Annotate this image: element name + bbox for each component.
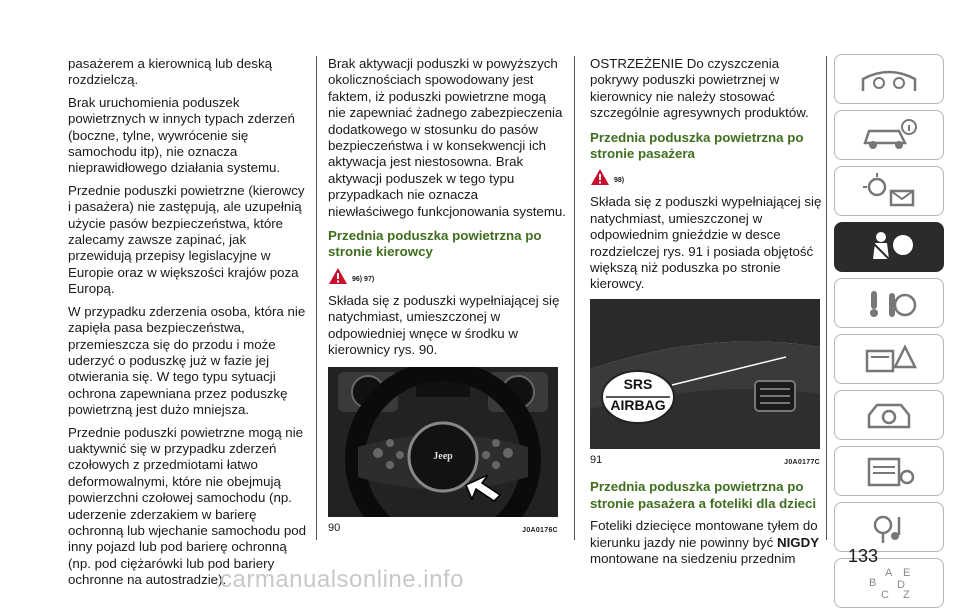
paragraph <box>590 518 828 567</box>
tab-warning-lights[interactable] <box>834 166 944 216</box>
airbag-label: AIRBAG <box>610 396 666 413</box>
warning-triangle-icon <box>328 267 348 285</box>
figure-code: J0A0176C <box>522 526 558 534</box>
car-info-icon <box>859 117 919 153</box>
paragraph: Przednie poduszki powietrzne (kierowcy i pasażera) nie zastępują, ale uzupełnią użycie pasów bezpieczeństwa, które zalecamy zawsze zapinać, jak przewidują przepisy legislacyjne w Europie oraz w większości krajów poza Europą. <box>68 182 305 297</box>
page-number: 133 <box>848 546 879 566</box>
safety-airbag-icon <box>859 229 919 265</box>
figure-code: J0A0177C <box>784 458 820 466</box>
index-letter: A <box>885 567 893 579</box>
text: Foteliki dziecięce montowane tyłem do kierunku jazdy nie powinny być <box>590 518 818 550</box>
figure-number: 91 <box>590 453 603 466</box>
figure-caption <box>590 452 820 471</box>
figure-steering-wheel <box>328 367 558 517</box>
car-dashboard-icon <box>859 61 919 97</box>
section-heading-passenger-airbag: Przednia poduszka powietrzna po stronie pasażera <box>590 129 804 162</box>
tab-multimedia[interactable] <box>834 502 944 552</box>
column-divider <box>574 56 575 540</box>
steering-wheel-logo: Jeep <box>433 450 453 462</box>
multimedia-icon <box>859 509 919 545</box>
index-letter: E <box>903 567 911 579</box>
warning-reference <box>328 267 566 287</box>
srs-label: SRS <box>623 375 653 392</box>
figure-number: 90 <box>328 521 341 534</box>
paragraph: W przypadku zderzenia osoba, która nie zapięła pasa bezpieczeństwa, przemieszcza się do przodu i może uderzyć o poduszkę już w fazie jej otwierania się. W tego typu sytuacji ochrona zapewniana przez poduszkę powietrzną jest dużo mniejsza. <box>68 303 306 418</box>
maintenance-icon <box>859 397 919 433</box>
paragraph: Brak uruchomienia poduszek powietrznych w innych typach zderzeń (boczne, tylne, wywrócenie się samochodu itp), nie oznacza nieprawidłowego działania systemu. <box>68 94 295 176</box>
tab-technical-data[interactable] <box>834 446 944 496</box>
column-left <box>68 56 308 595</box>
section-heading-child-seats: Przednia poduszka powietrzna po stronie pasażera a foteliki dla dzieci <box>590 479 817 511</box>
watermark: carmanualsonline.info <box>220 566 464 593</box>
tab-vehicle-info[interactable] <box>834 110 944 160</box>
paragraph: pasażerem a kierownicą lub deską rozdzielczą. <box>68 56 272 88</box>
text: montowane na siedzeniu przednim <box>590 550 796 566</box>
tab-emergency[interactable] <box>834 334 944 384</box>
warning-lights-icon <box>859 173 919 209</box>
figure-caption <box>328 520 558 539</box>
paragraph: Brak aktywacji poduszki w powyższych okolicznościach spowodowany jest faktem, iż poduszki powietrzne mogą nie zapewniać żadnego zabezpieczenia dodatkowego w stosunku do pasów bezpieczeństwa i w konsekwencji ich aktywacja jest niestosowna. Brak aktywacji poduszek w tego typu przypadkach nie oznacza niewłaściwego funkcjonowania systemu. <box>328 56 566 219</box>
index-letter: B <box>869 577 877 589</box>
warning-reference <box>590 168 828 188</box>
starting-driving-icon <box>859 285 919 321</box>
index-letter: C <box>881 589 889 601</box>
technical-data-icon <box>859 453 919 489</box>
paragraph: Składa się z poduszki wypełniającej się natychmiast, umieszczonej w odpowiedniej wnęce w środku w kierownicy rys. 90. <box>328 292 560 358</box>
emergency-icon <box>859 341 919 377</box>
steering-wheel-illustration <box>328 367 558 517</box>
tab-maintenance[interactable] <box>834 390 944 440</box>
index-icon <box>859 564 919 602</box>
chapter-sidebar <box>834 54 944 614</box>
paragraph: OSTRZEŻENIE Do czyszczenia pokrywy poduszki powietrznej w kierownicy nie należy stosować szczególnie agresywnych produktów. <box>590 56 809 121</box>
tab-starting-driving[interactable] <box>834 278 944 328</box>
column-right <box>590 56 828 573</box>
section-heading-driver-airbag: Przednia poduszka powietrzna po stronie kierowcy <box>328 228 542 260</box>
paragraph: Składa się z poduszki wypełniającej się natychmiast, umieszczonej w odpowiednim gnieździe w desce rozdzielczej rys. 91 i posiada objętość większą niż poduszka po stronie kierowcy. <box>590 194 822 292</box>
passenger-dashboard-illustration <box>590 299 820 449</box>
column-divider <box>826 56 827 540</box>
warning-triangle-icon <box>590 168 610 186</box>
warning-refs: 96) 97) <box>352 275 375 283</box>
warning-refs: 98) <box>614 177 625 185</box>
tab-safety[interactable] <box>834 222 944 272</box>
index-letter: Z <box>903 589 910 601</box>
column-divider <box>316 56 317 540</box>
figure-passenger-dashboard <box>590 299 820 449</box>
emphasis: NIGDY <box>777 534 820 550</box>
column-middle <box>328 56 566 547</box>
tab-dashboard[interactable] <box>834 54 944 104</box>
index-letter: D <box>897 579 905 591</box>
paragraph: Przednie poduszki powietrzne mogą nie uaktywnić się w przypadku zderzeń czołowych z przedmiotami łatwo deformowalnymi, które nie obejmują powierzchni czołowej samochodu (np. uderzenie zderzakiem w barierę ochronną lub wjechanie samochodu pod inny pojazd lub pod barierę ochronną (np. pod ciężarówki lub pod bariery ochronne na autostradzie). <box>68 424 307 588</box>
